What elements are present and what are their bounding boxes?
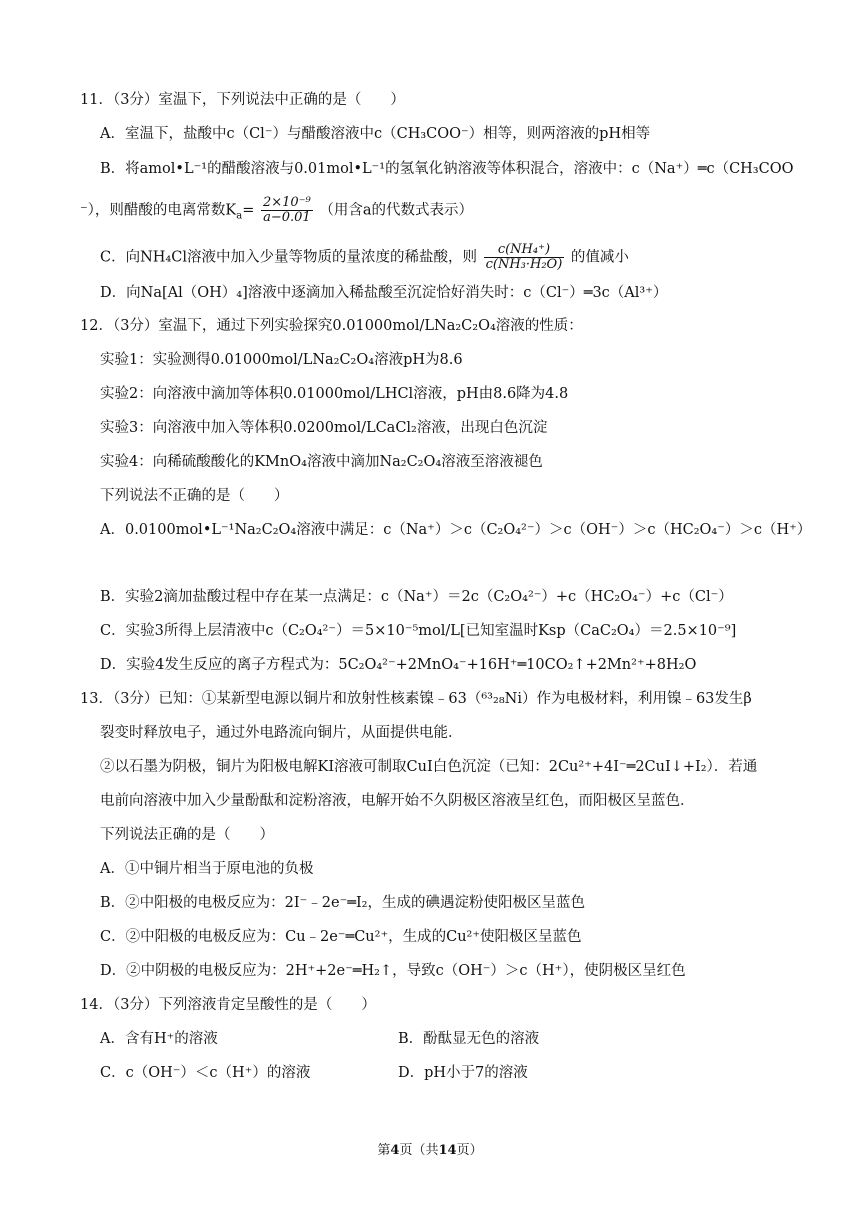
q12-exp3: 实验3：向溶液中加入等体积0.0200mol/LCaCl₂溶液，出现白色沉淀: [100, 420, 548, 436]
q12-exp4: 实验4：向稀硫酸酸化的KMnO₄溶液中滴加Na₂C₂O₄溶液至溶液褪色: [100, 454, 543, 470]
page-footer: 第4页（共14页）: [377, 1143, 483, 1158]
q14-option-d: D．pH小于7的溶液: [398, 1065, 528, 1081]
q12-option-a: A．0.0100mol•L⁻¹Na₂C₂O₄溶液中满足：c（Na⁺）＞c（C₂O₄²⁻）＞c（OH⁻）＞c（HC₂O₄⁻）＞c（H⁺）: [100, 522, 812, 538]
q11-stem: 11．（3分）室温下，下列说法中正确的是（ ）: [80, 92, 405, 108]
q12-option-d: D．实验4发生反应的离子方程式为：5C₂O₄²⁻+2MnO₄⁻+16H⁺═10CO₂↑+2Mn²⁺+8H₂O: [100, 657, 697, 673]
q11-option-a: A．室温下，盐酸中c（Cl⁻）与醋酸溶液中c（CH₃COO⁻）相等，则两溶液的pH相等: [100, 126, 651, 142]
q13-option-b: B．②中阳极的电极反应为：2I⁻﹣2e⁻═I₂，生成的碘遇淀粉使阳极区呈蓝色: [100, 895, 585, 911]
q11-option-b-line2: ⁻），则醋酸的电离常数$K_a=$ $\frac{\text{2×10⁻⁹}}{a-0.01}$ （用含a的代数式表示）: [80, 195, 474, 225]
q14-option-b: B．酚酞显无色的溶液: [398, 1031, 540, 1047]
q13-ask: 下列说法正确的是（ ）: [100, 827, 274, 843]
q13-stem-line3: ②以石墨为阴极，铜片为阳极电解KI溶液可制取CuI白色沉淀（已知：2Cu²⁺+4I⁻═2CuI↓+I₂）．若通: [100, 759, 758, 775]
q12-option-c: C．实验3所得上层清液中c（C₂O₄²⁻）＝5×10⁻⁵mol/L[已知室温时Ksp（CaC₂O₄）＝2.5×10⁻⁹]: [100, 623, 737, 639]
q12-ask: 下列说法不正确的是（ ）: [100, 488, 289, 504]
q13-stem-line4: 电前向溶液中加入少量酚酞和淀粉溶液，电解开始不久阴极区溶液呈红色，而阳极区呈蓝色．: [100, 793, 695, 809]
ka-fraction: $\frac{\text{2×10⁻⁹}}{a-0.01}$: [262, 195, 311, 225]
q13-stem-line2: 裂变时释放电子，通过外电路流向铜片，从面提供电能．: [100, 725, 463, 741]
q14-option-c: C．c（OH⁻）＜c（H⁺）的溶液: [100, 1065, 311, 1081]
q12-stem: 12．（3分）室温下，通过下列实验探究0.01000mol/LNa₂C₂O₄溶液的性质：: [80, 318, 583, 334]
q13-option-d: D．②中阴极的电极反应为：2H⁺+2e⁻═H₂↑，导致c（OH⁻）＞c（H⁺），使阴极区呈红色: [100, 963, 686, 979]
q13-stem-line1: 13．（3分）已知：①某新型电源以铜片和放射性核素镍﹣63（⁶³₂₈Ni）作为电极材料，利用镍﹣63发生β: [80, 691, 752, 707]
q14-stem: 14．（3分）下列溶液肯定呈酸性的是（ ）: [80, 997, 376, 1013]
q11-option-c: C．向NH₄Cl溶液中加入少量等物质的量浓度的稀盐酸，则 $\frac{\text{c(NH₄⁺)}}{\text{c(NH₃·H₂O)}}$ 的值减小: [100, 242, 629, 272]
q12-exp1: 实验1：实验测得0.01000mol/LNa₂C₂O₄溶液pH为8.6: [100, 352, 463, 368]
q12-option-b: B．实验2滴加盐酸过程中存在某一点满足：c（Na⁺）＝2c（C₂O₄²⁻）+c（HC₂O₄⁻）+c（Cl⁻）: [100, 589, 733, 605]
q11-option-b-line1: B．将amol•L⁻¹的醋酸溶液与0.01mol•L⁻¹的氢氧化钠溶液等体积混合，溶液中：c（Na⁺）═c（CH₃COO: [100, 161, 794, 177]
ratio-fraction: $\frac{\text{c(NH₄⁺)}}{\text{c(NH₃·H₂O)}}$: [485, 242, 563, 272]
q11-option-d: D．向Na[Al（OH）₄]溶液中逐滴加入稀盐酸至沉淀恰好消失时：c（Cl⁻）═3c（Al³⁺）: [100, 285, 668, 301]
q13-option-c: C．②中阳极的电极反应为：Cu﹣2e⁻═Cu²⁺，生成的Cu²⁺使阳极区呈蓝色: [100, 929, 582, 945]
q13-option-a: A．①中铜片相当于原电池的负极: [100, 861, 314, 877]
q12-exp2: 实验2：向溶液中滴加等体积0.01000mol/LHCl溶液，pH由8.6降为4.8: [100, 386, 569, 402]
page-total: 14: [438, 1143, 457, 1158]
page-number: 4: [390, 1143, 400, 1158]
q14-option-a: A．含有H⁺的溶液: [100, 1031, 218, 1047]
